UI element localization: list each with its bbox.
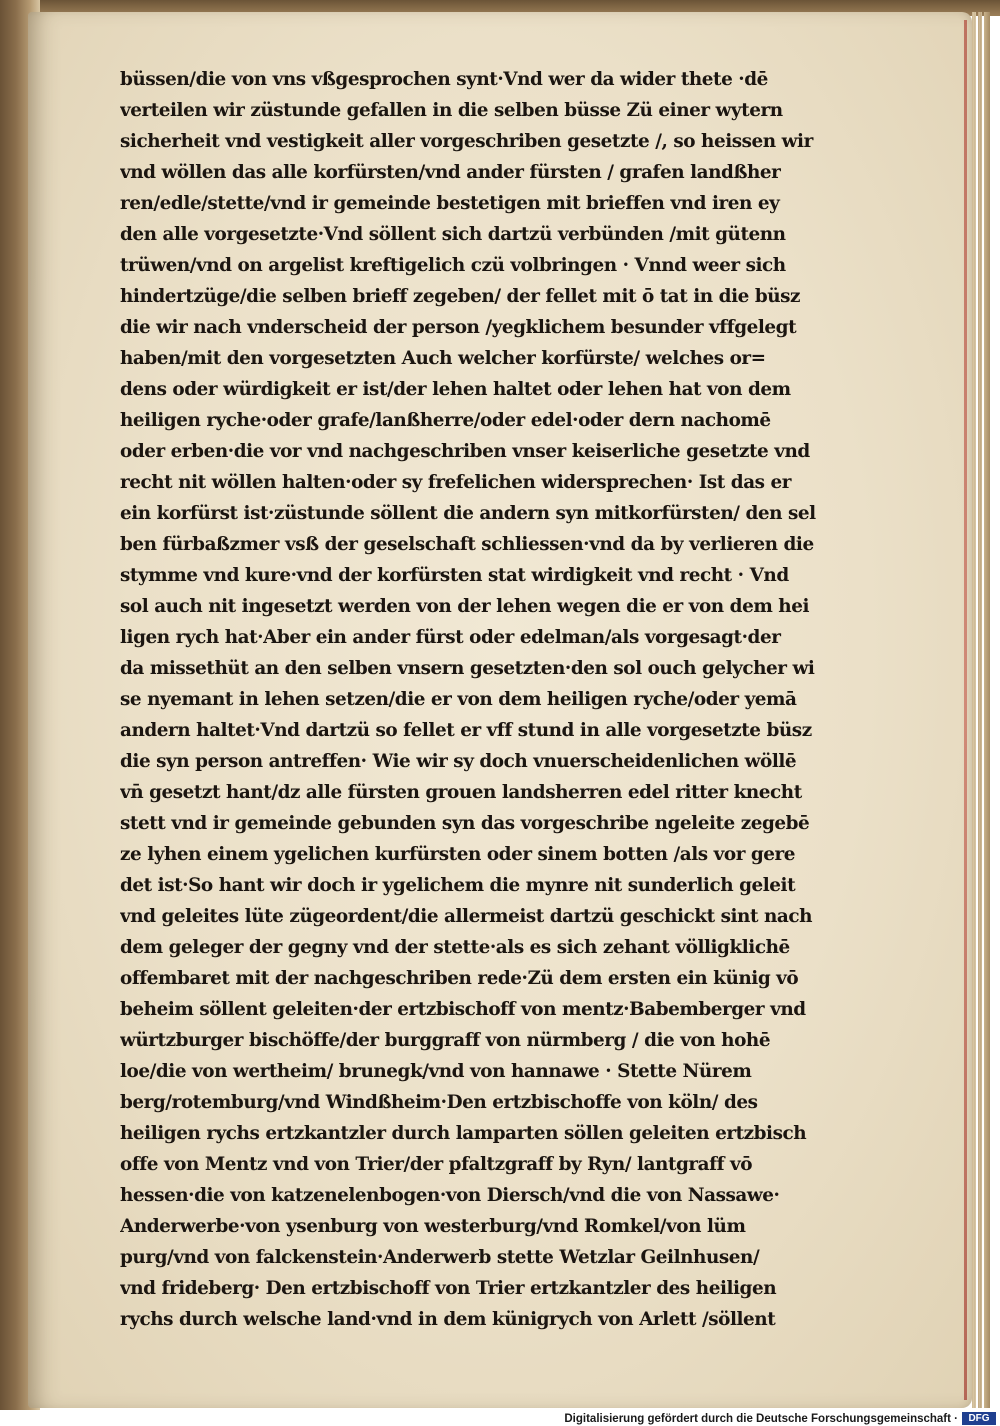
text-line: purg/vnd von falckenstein·Anderwerb stette Wetzlar Geilnhusen/: [120, 1247, 760, 1268]
dfg-logo-icon: DFG: [962, 1412, 996, 1425]
dfg-credit-text: Digitalisierung gefördert durch die Deutsche Forschungsgemeinschaft ·: [564, 1413, 958, 1425]
text-line: ein korfürst ist·züstunde söllent die andern syn mitkorfürsten/ den sel: [120, 503, 816, 524]
text-line: offe von Mentz vnd von Trier/der pfaltzgraff by Ryn/ lantgraff vō: [120, 1154, 753, 1175]
text-line: büssen/die von vns vßgesprochen synt·Vnd wer da wider thete ·dē: [120, 69, 768, 90]
text-line: die syn person antreffen· Wie wir sy doch vnuerscheidenlichen wöllē: [120, 751, 797, 772]
text-line: se nyemant in lehen setzen/die er von dem heiligen ryche/oder yemā: [120, 689, 797, 710]
text-line: den alle vorgesetzte·Vnd söllent sich dartzü verbünden /mit gütenn: [120, 224, 786, 245]
text-line: berg/rotemburg/vnd Windßheim·Den ertzbischoffe von köln/ des: [120, 1092, 758, 1113]
text-line: rychs durch welsche land·vnd in dem künigrych von Arlett /söllent: [120, 1309, 776, 1330]
text-line: die wir nach vnderscheid der person /yegklichem besunder vffgelegt: [120, 317, 797, 338]
text-line: dens oder würdigkeit er ist/der lehen haltet oder lehen hat von dem: [120, 379, 791, 400]
text-line: offembaret mit der nachgeschriben rede·Zü dem ersten ein künig vō: [120, 968, 799, 989]
text-line: würtzburger bischöffe/der burggraff von nürmberg / die von hohē: [120, 1030, 771, 1051]
text-line: oder erben·die vor vnd nachgeschriben vnser keiserliche gesetzte vnd: [120, 441, 810, 462]
text-line: dem geleger der gegny vnd der stette·als es sich zehant völligklichē: [120, 937, 790, 958]
text-line: da missethüt an den selben vnsern gesetzten·den sol ouch gelycher wi: [120, 658, 815, 679]
text-line: sicherheit vnd vestigkeit aller vorgeschriben gesetzte /, so heissen wir: [120, 131, 813, 152]
page-edge: [984, 12, 990, 1408]
text-line: vnd wöllen das alle korfürsten/vnd ander fürsten / grafen landßher: [120, 162, 781, 183]
text-line: ben fürbaßzmer vsß der geselschaft schliessen·vnd da by verlieren die: [120, 534, 814, 555]
text-line: haben/mit den vorgesetzten Auch welcher korfürste/ welches or=: [120, 348, 766, 369]
text-line: heiligen rychs ertzkantzler durch lamparten söllen geleiten ertzbisch: [120, 1123, 807, 1144]
text-line: det ist·So hant wir doch ir ygelichem die mynre nit sunderlich geleit: [120, 875, 796, 896]
text-line: hindertzüge/die selben brieff zegeben/ der fellet mit ō tat in die büsz: [120, 286, 801, 307]
text-line: trüwen/vnd on argelist kreftigelich czü volbringen · Vnnd weer sich: [120, 255, 786, 276]
text-line: loe/die von wertheim/ brunegk/vnd von hannawe · Stette Nürem: [120, 1061, 752, 1082]
text-line: vn̄ gesetzt hant/dz alle fürsten grouen landsherren edel ritter knecht: [120, 782, 802, 803]
text-line: recht nit wöllen halten·oder sy frefelichen widersprechen· Ist das er: [120, 472, 792, 493]
text-line: verteilen wir züstunde gefallen in die selben büsse Zü einer wytern: [120, 100, 783, 121]
text-line: hessen·die von katzenelenbogen·von Diersch/vnd die von Nassawe·: [120, 1185, 780, 1206]
text-line: ze lyhen einem ygelichen kurfürsten oder sinem botten /als vor gere: [120, 844, 796, 865]
text-line: Anderwerbe·von ysenburg von westerburg/vnd Romkel/von lüm: [120, 1216, 746, 1237]
text-line: sol auch nit ingesetzt werden von der lehen wegen die er von dem hei: [120, 596, 810, 617]
text-line: stymme vnd kure·vnd der korfürsten stat wirdigkeit vnd recht · Vnd: [120, 565, 789, 586]
page-edge: [972, 12, 976, 1408]
page-edge-red-stain: [964, 20, 967, 1400]
text-line: beheim söllent geleiten·der ertzbischoff von mentz·Babemberger vnd: [120, 999, 806, 1020]
text-line: andern haltet·Vnd dartzü so fellet er vff stund in alle vorgesetzte büsz: [120, 720, 812, 741]
text-line: heiligen ryche·oder grafe/lanßherre/oder edel·oder dern nachomē: [120, 410, 771, 431]
digitization-footer: [0, 1410, 1000, 1426]
text-line: vnd frideberg· Den ertzbischoff von Trier ertzkantzler des heiligen: [120, 1278, 777, 1299]
text-line: stett vnd ir gemeinde gebunden syn das vorgeschribe ngeleite zegebē: [120, 813, 810, 834]
blackletter-text-block: [120, 64, 840, 1335]
text-line: ligen rych hat·Aber ein ander fürst oder edelman/als vorgesagt·der: [120, 627, 781, 648]
page-edge: [978, 12, 982, 1408]
text-line: vnd geleites lüte zügeordent/die allermeist dartzü geschickt sint nach: [120, 906, 813, 927]
text-line: ren/edle/stette/vnd ir gemeinde bestetigen mit brieffen vnd iren ey: [120, 193, 780, 214]
